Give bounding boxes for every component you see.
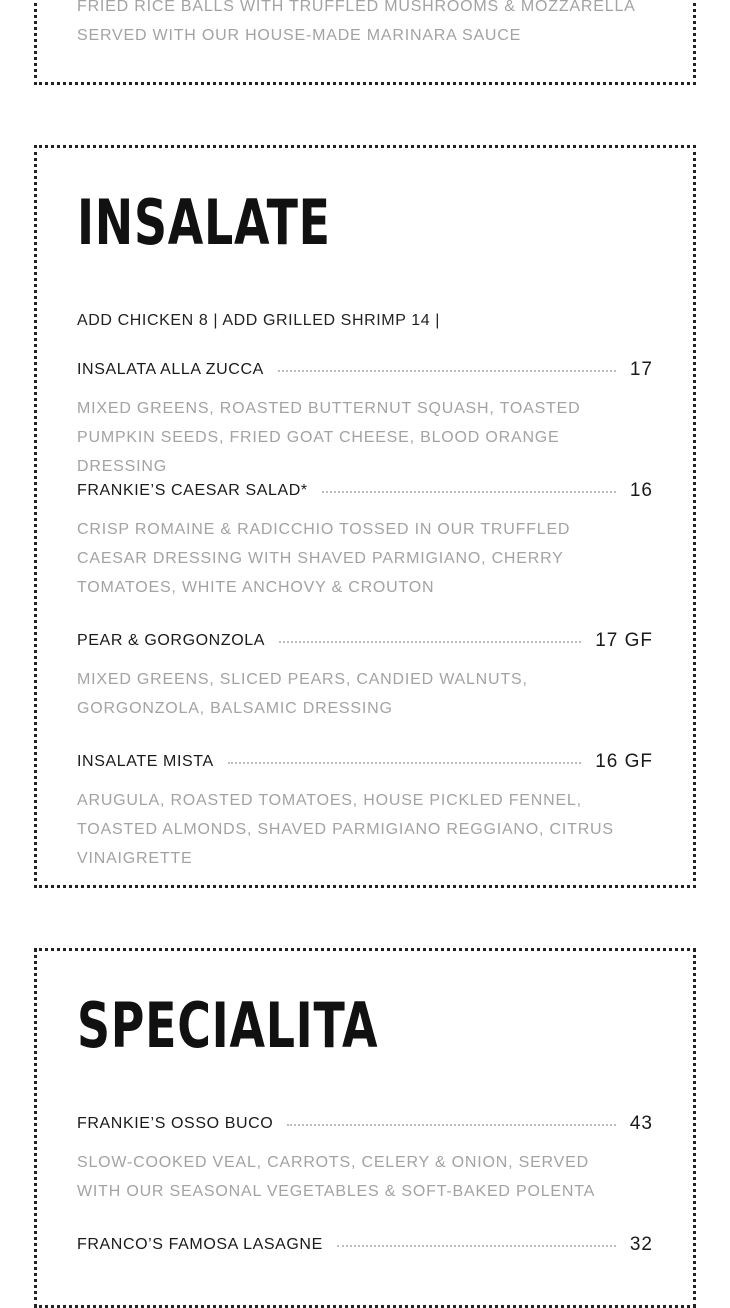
description-line: FRIED RICE BALLS WITH TRUFFLED MUSHROOMS & MOZZARELLA bbox=[77, 0, 636, 15]
menu-item-price: 16 GF bbox=[595, 751, 653, 772]
menu-item-insalate-mista bbox=[77, 750, 653, 774]
menu-item-frankies-caesar-salad bbox=[77, 479, 653, 503]
menu-item-description: MIXED GREENS, ROASTED BUTTERNUT SQUASH, TOASTED PUMPKIN SEEDS, FRIED GOAT CHEESE, BLOOD ORANGE DRESSING bbox=[77, 400, 581, 475]
menu-item-insalata-alla-zucca bbox=[77, 358, 653, 382]
add-on-note: ADD CHICKEN 8 | ADD GRILLED SHRIMP 14 | bbox=[77, 312, 441, 329]
menu-item-description: SLOW-COOKED VEAL, CARROTS, CELERY & ONION, SERVED WITH OUR SEASONAL VEGETABLES & SOFT-BAKED POLENTA bbox=[77, 1154, 596, 1200]
menu-item-price: 43 bbox=[629, 1113, 653, 1134]
section-title: SPECIALITA bbox=[77, 989, 379, 1062]
menu-item-price: 17 bbox=[629, 359, 653, 380]
leader-dots bbox=[287, 1124, 616, 1126]
menu-item-description: CRISP ROMAINE & RADICCHIO TOSSED IN OUR TRUFFLED CAESAR DRESSING WITH SHAVED PARMIGIANO, CHERRY TOMATOES, WHITE ANCHOVY & CROUTON bbox=[77, 521, 571, 596]
leader-dots bbox=[337, 1245, 616, 1247]
menu-item-description bbox=[77, 0, 637, 50]
menu-item-description: MIXED GREENS, SLICED PEARS, CANDIED WALNUTS, GORGONZOLA, BALSAMIC DRESSING bbox=[77, 671, 528, 717]
leader-dots bbox=[278, 370, 616, 372]
menu-item-name: FRANCO’S FAMOSA LASAGNE bbox=[77, 1236, 323, 1253]
menu-item-price: 16 bbox=[629, 480, 653, 501]
menu-item-name: INSALATE MISTA bbox=[77, 753, 214, 770]
menu-item-name: FRANKIE’S OSSO BUCO bbox=[77, 1115, 274, 1132]
menu-item-name: FRANKIE’S CAESAR SALAD* bbox=[77, 482, 308, 499]
menu-item-frankies-osso-buco bbox=[77, 1112, 653, 1136]
section-title: INSALATE bbox=[77, 186, 331, 259]
menu-section-specialita bbox=[34, 948, 696, 1308]
menu-section-antipasti-partial bbox=[34, 0, 696, 85]
menu-item-price: 32 bbox=[629, 1234, 653, 1255]
menu-item-pear-gorgonzola bbox=[77, 629, 653, 653]
leader-dots bbox=[279, 641, 581, 643]
leader-dots bbox=[228, 762, 581, 764]
menu-item-description: ARUGULA, ROASTED TOMATOES, HOUSE PICKLED FENNEL, TOASTED ALMONDS, SHAVED PARMIGIANO REGGIANO, CITRUS VINAIGRETTE bbox=[77, 792, 614, 867]
menu-item-name: PEAR & GORGONZOLA bbox=[77, 632, 266, 649]
menu-item-price: 17 GF bbox=[595, 630, 653, 651]
menu-item-francos-famosa-lasagne bbox=[77, 1233, 653, 1257]
description-line: SERVED WITH OUR HOUSE-MADE MARINARA SAUCE bbox=[77, 27, 522, 44]
leader-dots bbox=[322, 491, 616, 493]
menu-section-insalate bbox=[34, 145, 696, 888]
menu-item-name: INSALATA ALLA ZUCCA bbox=[77, 361, 264, 378]
